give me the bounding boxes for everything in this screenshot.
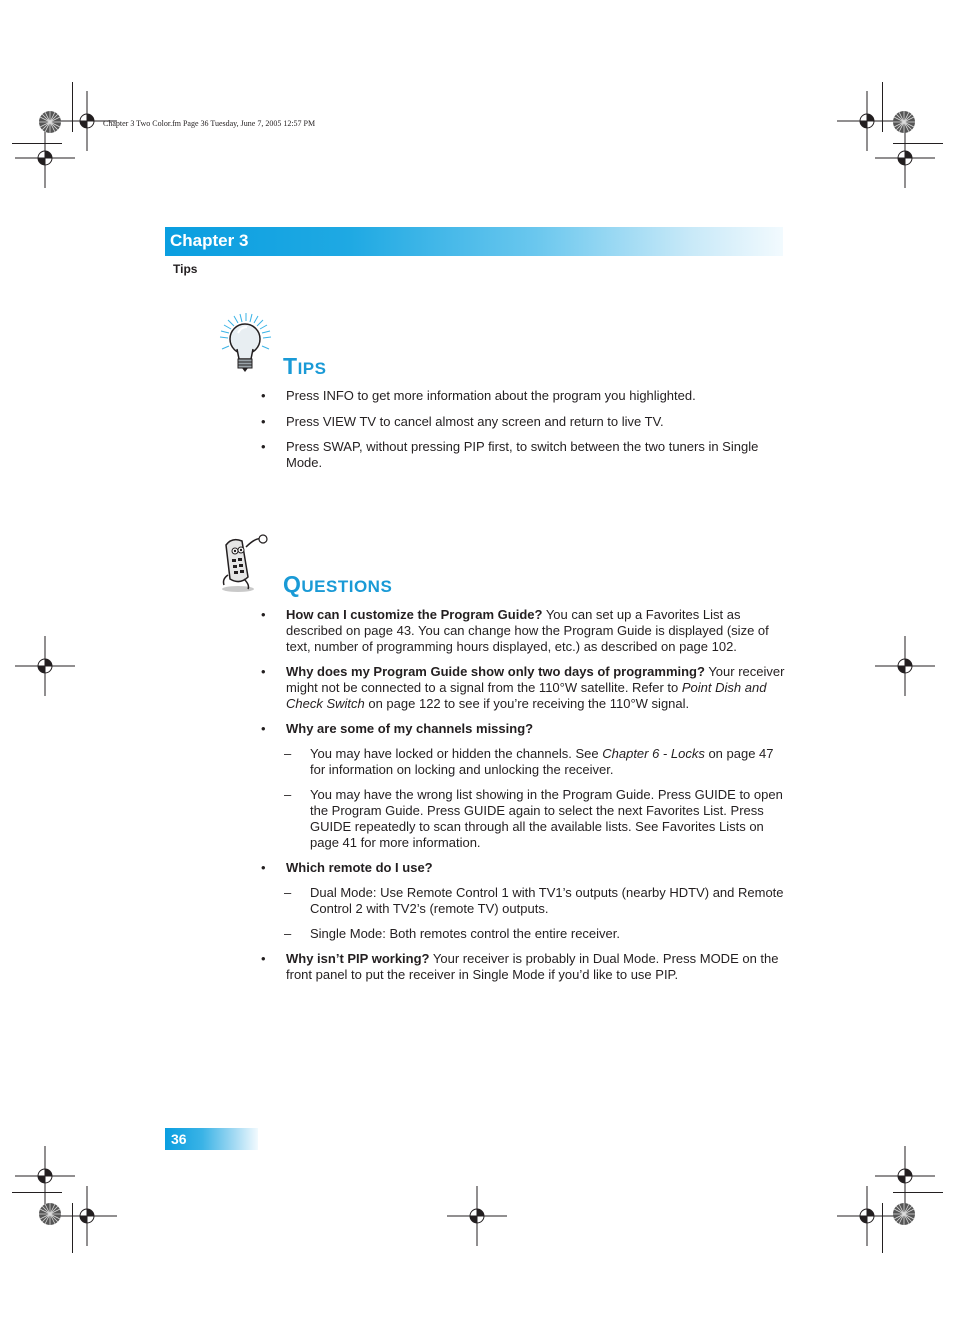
- questions-heading: [283, 571, 392, 598]
- question-text: Why does my Program Guide show only two days of programming?: [286, 664, 705, 679]
- dash-marker: –: [284, 926, 292, 941]
- page-number: 36: [171, 1131, 187, 1147]
- color-target-icon: [38, 110, 62, 134]
- bullet-marker: •: [261, 664, 266, 679]
- color-target-icon: [38, 1202, 62, 1226]
- bullet-marker: •: [261, 388, 266, 403]
- registration-mark-icon: [15, 128, 75, 188]
- answer-text: You may have locked or hidden the channels. See: [310, 746, 603, 761]
- print-info-slug: Chapter 3 Two Color.fm Page 36 Tuesday, June 7, 2005 12:57 PM: [103, 119, 316, 128]
- tips-heading: [283, 353, 326, 380]
- lightbulb-icon: [214, 311, 274, 375]
- answer-text: Your receiver might not be connected to a signal from the 110°W satellite. Refer to: [286, 664, 785, 695]
- question-text: Why isn’t PIP working?: [286, 951, 430, 966]
- answer-text: on page 122 to see if you’re receiving the 110°W signal.: [364, 696, 690, 711]
- registration-mark-icon: [447, 1186, 507, 1246]
- questions-heading-initial: Q: [283, 571, 302, 597]
- tip-item: Press INFO to get more information about the program you highlighted.: [286, 388, 696, 403]
- registration-mark-icon: [15, 636, 75, 696]
- chapter-header-bar: [165, 227, 783, 256]
- answer-text: on page 47 for information on locking and unlocking the receiver.: [310, 746, 774, 777]
- answer-subitem: [310, 746, 786, 778]
- dash-marker: –: [284, 787, 292, 802]
- dash-marker: –: [284, 746, 292, 761]
- bullet-marker: •: [261, 951, 266, 966]
- color-target-icon: [892, 1202, 916, 1226]
- answer-subitem: Dual Mode: Use Remote Control 1 with TV1’s outputs (nearby HDTV) and Remote Control 2 with TV2’s (remote TV) outputs.: [310, 885, 784, 916]
- section-label: Tips: [173, 262, 198, 276]
- question-text: How can I customize the Program Guide?: [286, 607, 543, 622]
- question-item: [286, 860, 786, 876]
- remote-character-icon: [218, 531, 270, 593]
- cross-reference: Point Dish and Check Switch: [286, 680, 767, 711]
- answer-text: Your receiver is probably in Dual Mode. Press MODE on the front panel to put the receiver in Single Mode if you’d like to use PIP.: [286, 951, 779, 982]
- cross-reference: Chapter 6 - Locks: [602, 746, 705, 761]
- question-item: [286, 951, 786, 983]
- question-item: [286, 664, 786, 712]
- question-text: Why are some of my channels missing?: [286, 721, 534, 736]
- tips-heading-rest: IPS: [297, 359, 327, 378]
- answer-text: You can set up a Favorites List as described on page 43. You can change how the Program Guide is displayed (size of text, number of programming hours displayed, etc.) as described on page 102.: [286, 607, 769, 654]
- bullet-marker: •: [261, 439, 266, 454]
- chapter-title: Chapter 3: [170, 231, 249, 250]
- answer-subitem: Single Mode: Both remotes control the entire receiver.: [310, 926, 620, 941]
- tip-item: Press SWAP, without pressing PIP first, to switch between the two tuners in Single Mode.: [286, 439, 759, 470]
- questions-heading-rest: UESTIONS: [301, 577, 393, 596]
- question-item: [286, 721, 786, 737]
- registration-mark-icon: [837, 1186, 897, 1246]
- registration-mark-icon: [875, 128, 935, 188]
- color-target-icon: [892, 110, 916, 134]
- answer-subitem: You may have the wrong list showing in the Program Guide. Press GUIDE to open the Program Guide. Press GUIDE again to select the next Favorites List. Press GUIDE repeatedly to scan through all the available lists. See Favorites Lists on page 41 for more information.: [310, 787, 783, 850]
- dash-marker: –: [284, 885, 292, 900]
- registration-mark-icon: [875, 636, 935, 696]
- registration-mark-icon: [57, 1186, 117, 1246]
- tip-item: Press VIEW TV to cancel almost any screen and return to live TV.: [286, 414, 664, 429]
- bullet-marker: •: [261, 860, 266, 875]
- question-text: Which remote do I use?: [286, 860, 433, 875]
- bullet-marker: •: [261, 607, 266, 622]
- tips-heading-initial: T: [283, 353, 298, 379]
- question-item: [286, 607, 786, 655]
- bullet-marker: •: [261, 414, 266, 429]
- bullet-marker: •: [261, 721, 266, 736]
